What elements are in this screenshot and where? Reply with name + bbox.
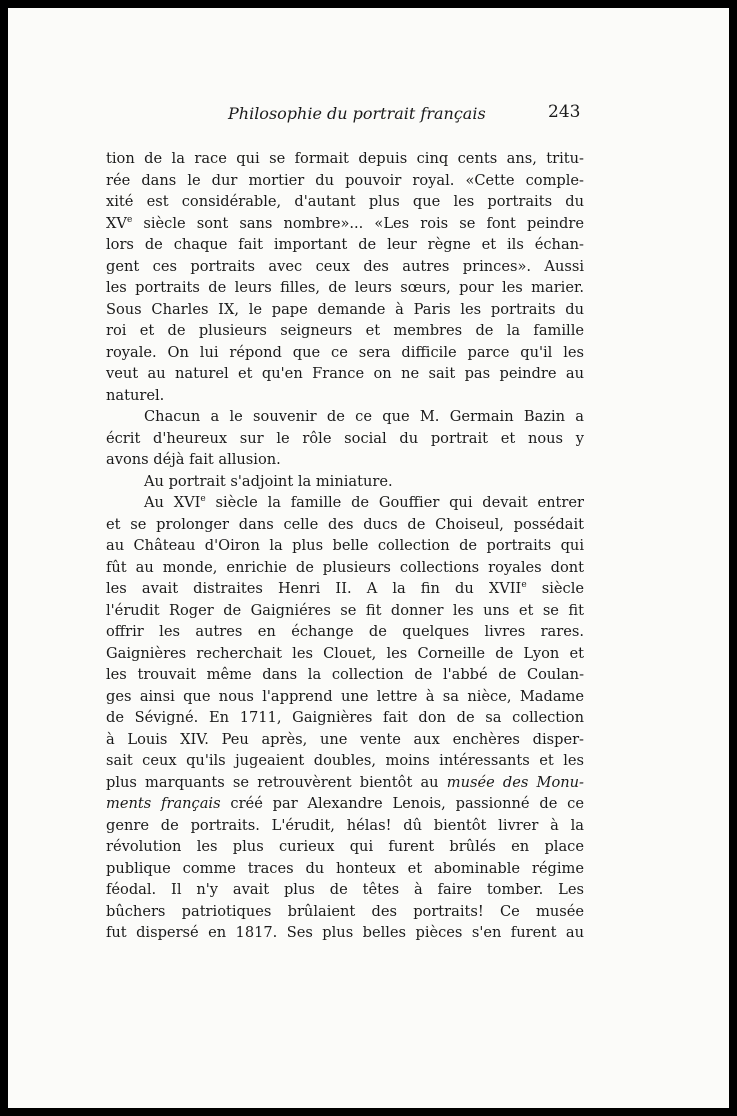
text-line: roi et de plusieurs seigneurs et membres de la famille xyxy=(106,322,584,339)
text-line: les portraits de leurs filles, de leurs sœurs, pour les marier. xyxy=(106,279,584,296)
text-line: gent ces portraits avec ceux des autres princes». Aussi xyxy=(106,257,584,275)
text-line: Chacun a le souvenir de ce que M. Germain Bazin a xyxy=(144,408,584,425)
book-page xyxy=(8,8,729,1108)
text-line: féodal. Il n'y avait plus de têtes à faire tomber. Les xyxy=(106,881,584,898)
text-line: lors de chaque fait important de leur règne et ils échan- xyxy=(106,236,584,253)
text-line: les trouvait même dans la collection de l'abbé de Coulan- xyxy=(106,666,584,683)
text-line: ges ainsi que nous l'apprend une lettre à sa nièce, Madame xyxy=(106,687,584,705)
text-line: publique comme traces du honteux et abominable régime xyxy=(106,859,584,877)
text-line: plus marquants se retrouvèrent bientôt au musée des Monu- xyxy=(106,773,584,791)
text-line: au Château d'Oiron la plus belle collection de portraits qui xyxy=(106,537,584,554)
text-line: ments français créé par Alexandre Lenois, passionné de ce xyxy=(106,795,584,812)
text-line: écrit d'heureux sur le rôle social du portrait et nous y xyxy=(106,429,584,447)
body-text xyxy=(106,148,584,944)
text-line: Au portrait s'adjoint la miniature. xyxy=(144,472,393,490)
text-line: révolution les plus curieux qui furent brûlés en place xyxy=(106,838,584,855)
text-line: fût au monde, enrichie de plusieurs collections royales dont xyxy=(106,558,584,576)
text-line: de Sévigné. En 1711, Gaignières fait don de sa collection xyxy=(106,709,584,726)
page-header xyxy=(8,104,729,128)
text-line: les avait distraites Henri II. A la fin du XVIIe siècle xyxy=(106,580,585,597)
text-line: offrir les autres en échange de quelques livres rares. xyxy=(106,623,584,640)
text-line: Sous Charles IX, le pape demande à Paris les portraits du xyxy=(106,300,584,318)
text-line: Gaignières recherchait les Clouet, les Corneille de Lyon et xyxy=(106,644,584,662)
text-line: tion de la race qui se formait depuis cinq cents ans, tritu- xyxy=(106,150,584,167)
text-line: royale. On lui répond que ce sera difficile parce qu'il les xyxy=(106,343,584,361)
page-number: 243 xyxy=(548,102,581,122)
text-line: fut dispersé en 1817. Ses plus belles pièces s'en furent au xyxy=(106,924,584,941)
text-line: et se prolonger dans celle des ducs de Choiseul, possédait xyxy=(106,515,584,533)
text-line: avons déjà fait allusion. xyxy=(106,451,281,468)
text-line: xité est considérable, d'autant plus que les portraits du xyxy=(106,193,584,210)
running-title: Philosophie du portrait français xyxy=(228,104,486,123)
text-line: bûchers patriotiques brûlaient des portraits! Ce musée xyxy=(106,902,584,920)
text-line: XVe siècle sont sans nombre»... «Les rois se font peindre xyxy=(106,214,584,232)
text-line: genre de portraits. L'érudit, hélas! dû bientôt livrer à la xyxy=(106,816,584,834)
text-line: naturel. xyxy=(106,386,165,404)
text-line: rée dans le dur mortier du pouvoir royal. «Cette comple- xyxy=(106,171,584,189)
text-line: à Louis XIV. Peu après, une vente aux enchères disper- xyxy=(106,730,584,748)
text-line: l'érudit Roger de Gaigniéres se fit donner les uns et se fit xyxy=(106,601,584,619)
text-line: Au XVIe siècle la famille de Gouffier qui devait entrer xyxy=(144,494,584,511)
text-line: sait ceux qu'ils jugeaient doubles, moins intéressants et les xyxy=(106,752,584,769)
text-line: veut au naturel et qu'en France on ne sait pas peindre au xyxy=(106,365,584,382)
